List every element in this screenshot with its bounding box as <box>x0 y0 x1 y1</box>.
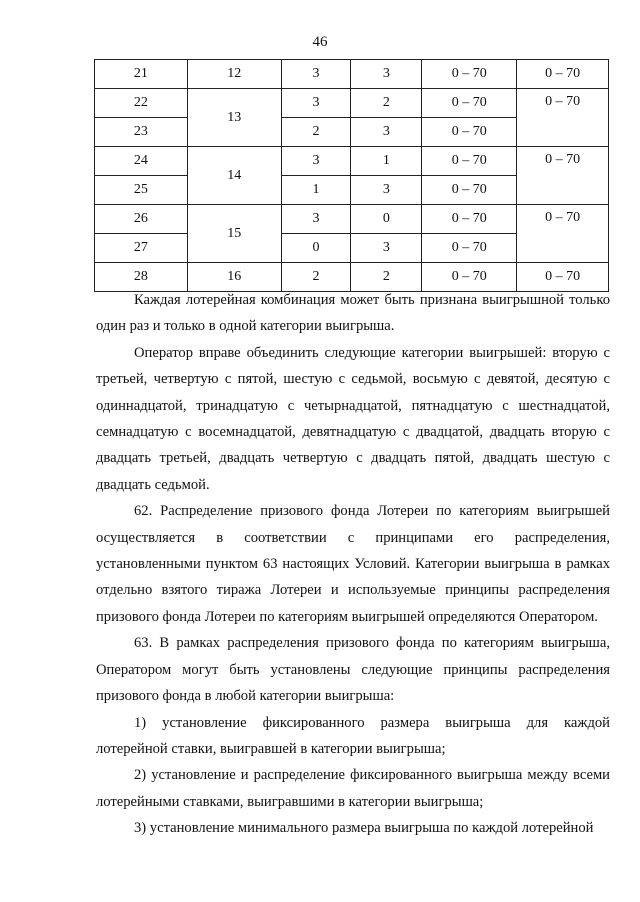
category-cell: 25 <box>95 176 188 205</box>
category-cell: 28 <box>95 263 188 292</box>
table-row <box>95 60 609 89</box>
value-a-cell: 2 <box>281 263 351 292</box>
value-b-cell: 3 <box>351 176 422 205</box>
range-cell: 0 – 70 <box>422 205 517 234</box>
value-b-cell: 3 <box>351 118 422 147</box>
range-cell: 0 – 70 <box>422 89 517 118</box>
table-row <box>95 205 609 234</box>
page-number: 46 <box>312 34 328 50</box>
value-b-cell: 2 <box>351 263 422 292</box>
value-a-cell: 3 <box>281 147 351 176</box>
value-a-cell: 3 <box>281 205 351 234</box>
paragraph-item-1: 1) установление фиксированного размера выигрыша для каждой лотерейной ставки, выигравшей в категории выигрыша; <box>96 714 610 757</box>
range-cell: 0 – 70 <box>422 263 517 292</box>
numbers-cell: 15 <box>187 205 281 263</box>
range-cell: 0 – 70 <box>422 234 517 263</box>
category-cell: 27 <box>95 234 188 263</box>
range-cell: 0 – 70 <box>422 118 517 147</box>
range-cell: 0 – 70 <box>422 60 517 89</box>
share-cell: 0 – 70 <box>517 89 609 147</box>
paragraph-merge-categories: Оператор вправе объединить следующие категории выигрышей: вторую с третьей, четвертую с пятой, шестую с седьмой, восьмую с девятой, десятую с одиннадцатой, тринадцатую с четырнадцатой, пятнадцатую с шестнадцатой, семнадцатую с восемнадцатой, девятнадцатую с двадцатой, двадцать вторую с двадцать третьей, двадцать четвертую с двадцать пятой, двадцать шестую с двадцать седьмой. <box>96 344 610 493</box>
value-b-cell: 0 <box>351 205 422 234</box>
value-a-cell: 2 <box>281 118 351 147</box>
share-cell: 0 – 70 <box>517 205 609 263</box>
value-b-cell: 3 <box>351 234 422 263</box>
table-row <box>95 89 609 118</box>
prize-category-table <box>94 59 609 292</box>
paragraph-clause-62: 62. Распределение призового фонда Лотереи по категориям выигрышей осуществляется в соответствии с принципами его распределения, установленными пунктом 63 настоящих Условий. Категории выигрыша в рамках отдельно взятого тиража Лотереи и используемые принципы распределения призового фонда Лотереи по категориям выигрышей определяются Оператором. <box>96 503 610 625</box>
category-cell: 21 <box>95 60 188 89</box>
share-cell: 0 – 70 <box>517 147 609 205</box>
share-cell: 0 – 70 <box>517 60 609 89</box>
range-cell: 0 – 70 <box>422 147 517 176</box>
category-cell: 23 <box>95 118 188 147</box>
value-b-cell: 2 <box>351 89 422 118</box>
category-cell: 26 <box>95 205 188 234</box>
numbers-cell: 13 <box>187 89 281 147</box>
category-cell: 22 <box>95 89 188 118</box>
range-cell: 0 – 70 <box>422 176 517 205</box>
value-a-cell: 3 <box>281 60 351 89</box>
paragraph-item-3: 3) установление минимального размера выигрыша по каждой лотерейной <box>134 820 594 837</box>
paragraph-clause-63: 63. В рамках распределения призового фонда по категориям выигрыша, Оператором могут быть установлены следующие принципы распределения призового фонда в любой категории выигрыша: <box>96 635 610 705</box>
share-cell: 0 – 70 <box>517 263 609 292</box>
value-a-cell: 1 <box>281 176 351 205</box>
table-row <box>95 147 609 176</box>
paragraph-item-2: 2) установление и распределение фиксированного выигрыша между всеми лотерейными ставками, выигравшими в категории выигрыша; <box>96 767 610 810</box>
numbers-cell: 14 <box>187 147 281 205</box>
category-cell: 24 <box>95 147 188 176</box>
value-b-cell: 3 <box>351 60 422 89</box>
body-text <box>96 287 610 842</box>
paragraph-unique-win: Каждая лотерейная комбинация может быть признана выигрышной только один раз и только в одной категории выигрыша. <box>96 292 610 335</box>
value-a-cell: 0 <box>281 234 351 263</box>
value-b-cell: 1 <box>351 147 422 176</box>
numbers-cell: 16 <box>187 263 281 292</box>
numbers-cell: 12 <box>187 60 281 89</box>
value-a-cell: 3 <box>281 89 351 118</box>
